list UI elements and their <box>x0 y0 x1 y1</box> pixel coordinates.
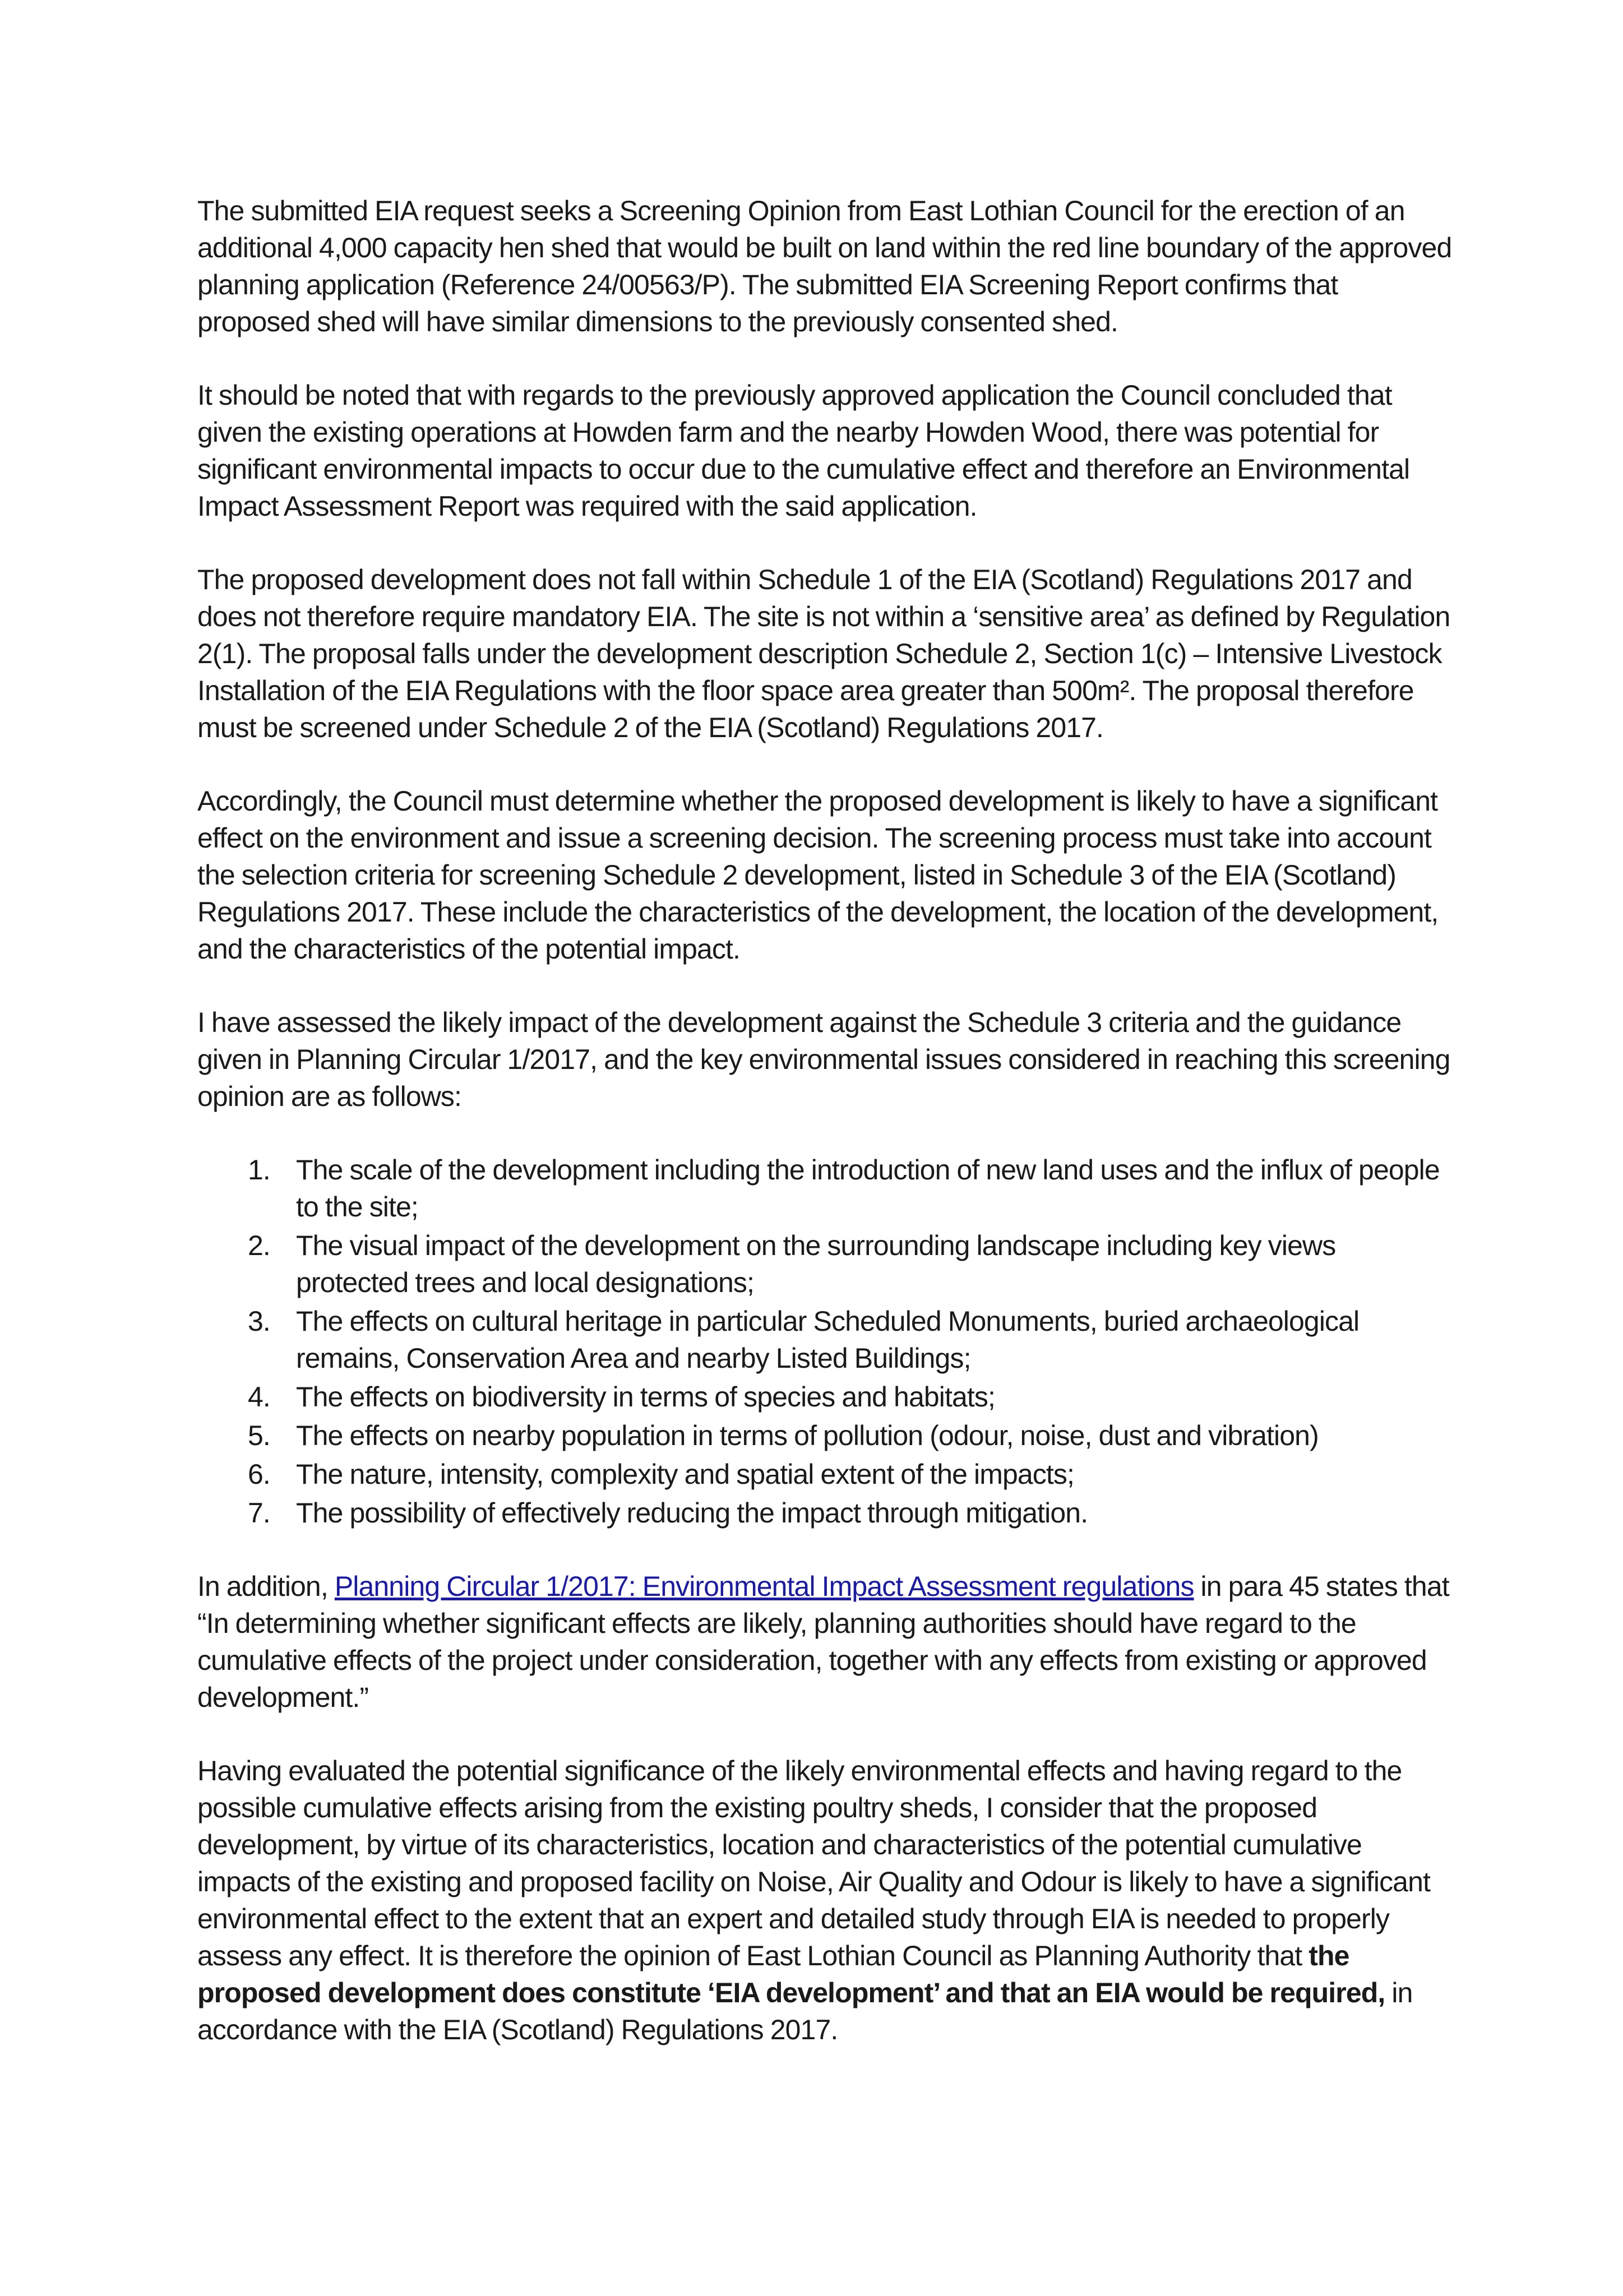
list-item <box>197 1227 1453 1301</box>
paragraph-council-determination: Accordingly, the Council must determine whether the proposed development is likely to have a significant effect on the environment and issue a screening decision. The screening process must take into account the selection criteria for screening Schedule 2 development, listed in Schedule 3 of the EIA (Scotland) Regulations 2017. These include the characteristics of the development, the location of the development, and the characteristics of the potential impact. <box>197 785 1439 965</box>
list-item-number: 5. <box>248 1420 270 1451</box>
list-item-text: The effects on cultural heritage in particular Scheduled Monuments, buried archaeological remains, Conservation Area and nearby Listed Buildings; <box>296 1306 1360 1374</box>
list-item-number: 3. <box>248 1306 270 1337</box>
list-item-text: The nature, intensity, complexity and spatial extent of the impacts; <box>296 1459 1074 1490</box>
addition-suffix: in para 45 states that “In determining whether significant effects are likely, planning authorities should have regard to the cumulative effects of the project under consideration, together with any effects from existing or approved development.” <box>197 1571 1449 1713</box>
paragraph-assessment-intro: I have assessed the likely impact of the development against the Schedule 3 criteria and the guidance given in Planning Circular 1/2017, and the key environmental issues considered in reaching this screening opinion are as follows: <box>197 1007 1450 1112</box>
paragraph-screening-request: The submitted EIA request seeks a Screening Opinion from East Lothian Council for the erection of an additional 4,000 capacity hen shed that would be built on land within the red line boundary of the approved planning application (Reference 24/00563/P). The submitted EIA Screening Report confirms that proposed shed will have similar dimensions to the previously consented shed. <box>197 195 1452 337</box>
paragraph-circular-reference <box>197 1568 1453 1716</box>
list-item <box>197 1151 1453 1225</box>
list-item <box>197 1456 1453 1493</box>
list-item-text: The possibility of effectively reducing the impact through mitigation. <box>296 1497 1088 1529</box>
planning-circular-link[interactable]: Planning Circular 1/2017: Environmental Impact Assessment regulations <box>334 1571 1194 1602</box>
list-item-number: 4. <box>248 1381 270 1413</box>
list-item-text: The effects on nearby population in terms of pollution (odour, noise, dust and vibration) <box>296 1420 1319 1451</box>
list-item-text: The scale of the development including the introduction of new land uses and the influx of people to the site; <box>296 1154 1440 1223</box>
paragraph-schedule-classification: The proposed development does not fall within Schedule 1 of the EIA (Scotland) Regulations 2017 and does not therefore require mandatory EIA. The site is not within a ‘sensitive area’ as defined by Regulation 2(1). The proposal falls under the development description Schedule 2, Section 1(c) – Intensive Livestock Installation of the EIA Regulations with the floor space area greater than 500m². The proposal therefore must be screened under Schedule 2 of the EIA (Scotland) Regulations 2017. <box>197 564 1450 743</box>
paragraph-previous-application: It should be noted that with regards to the previously approved application the Council concluded that given the existing operations at Howden farm and the nearby Howden Wood, there was potential for significant environmental impacts to occur due to the cumulative effect and therefore an Environmental Impact Assessment Report was required with the said application. <box>197 379 1410 522</box>
document-body <box>197 192 1453 2085</box>
list-item-text: The effects on biodiversity in terms of species and habitats; <box>296 1381 995 1413</box>
addition-prefix: In addition, <box>197 1571 335 1602</box>
list-item <box>197 1417 1453 1454</box>
paragraph-conclusion <box>197 1752 1453 2048</box>
conclusion-bold-statement: the proposed development does constitute ‘EIA development’ and that an EIA would be required, <box>197 1940 1385 2008</box>
list-item-number: 6. <box>248 1459 270 1490</box>
list-item-number: 7. <box>248 1497 270 1529</box>
conclusion-text-end: in accordance with the EIA (Scotland) Regulations 2017. <box>197 1977 1413 2045</box>
list-item <box>197 1303 1453 1377</box>
list-item-number: 2. <box>248 1230 270 1261</box>
list-item-number: 1. <box>248 1154 270 1186</box>
conclusion-text: Having evaluated the potential significance of the likely environmental effects and having regard to the possible cumulative effects arising from the existing poultry sheds, I consider that the proposed development, by virtue of its characteristics, location and characteristics of the potential cumulative impacts of the existing and proposed facility on Noise, Air Quality and Odour is likely to have a significant environmental effect to the extent that an expert and detailed study through EIA is needed to properly assess any effect. It is therefore the opinion of East Lothian Council as Planning Authority that <box>197 1755 1430 1971</box>
list-item <box>197 1378 1453 1415</box>
key-issues-list <box>197 1151 1453 1531</box>
list-item <box>197 1494 1453 1531</box>
list-item-text: The visual impact of the development on the surrounding landscape including key views protected trees and local designations; <box>296 1230 1336 1298</box>
